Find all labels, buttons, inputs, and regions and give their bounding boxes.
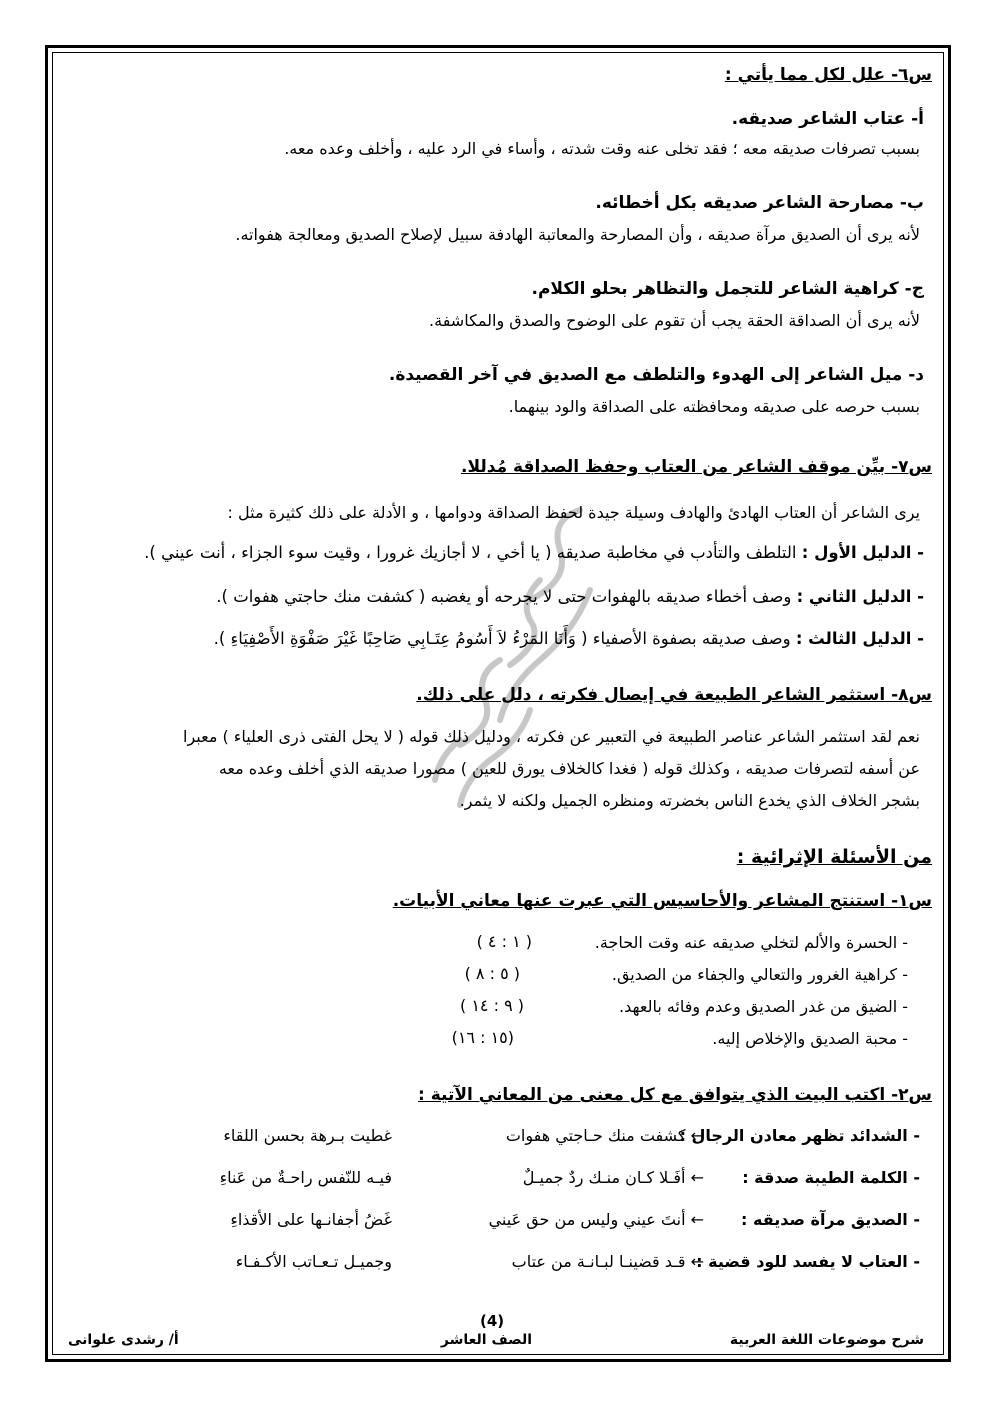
enrichment-q1-item-1: - الحسرة والألم لتخلي صديقه عنه وقت الحاجة. — [594, 933, 908, 952]
q6-title: س٦- علل لكل مما يأتي : — [724, 65, 932, 85]
enrichment-q1-ref-1: ( ١ : ٤ ) — [476, 932, 532, 951]
enrichment-title: من الأسئلة الإثرائية : — [736, 846, 932, 868]
q7-evidence-2-label: - الدليل الثاني : — [796, 587, 924, 606]
enrichment-q2-title: س٢- اكتب البيت الذي يتوافق مع كل معنى من المعاني الآتية : — [418, 1085, 932, 1105]
q2-row-2-first-hemistich: ← أفَـلا كـان منـك ردٌ جميـلٌ — [522, 1168, 704, 1187]
q2-row-1-meaning: - الشدائد تظهر معادن الرجال : — [679, 1126, 920, 1145]
q2-row-2-second-hemistich: فيـه للنّفس راحـةٌ من عَناءِ — [219, 1168, 392, 1187]
enrichment-q1-item-2: - كراهية الغرور والتعالي والجفاء من الصديق. — [611, 965, 908, 984]
q2-row-2-meaning: - الكلمة الطيبة صدقة : — [742, 1168, 920, 1187]
q2-row-3-second-hemistich: غَضُ أجفانـها على الأقذاءِ — [230, 1210, 392, 1229]
enrichment-q2-row — [72, 1126, 932, 1152]
footer-subject: شرح موضوعات اللغة العربية — [729, 1332, 924, 1348]
q7-evidence-3-label: - الدليل الثالث : — [795, 629, 924, 648]
q2-row-4-meaning: - العتاب لا يفسد للود قضية : — [696, 1252, 920, 1271]
page-footer — [60, 1332, 932, 1352]
enrichment-q1-ref-3: ( ٩ : ١٤ ) — [460, 996, 524, 1015]
footer-author: أ/ رشدى علوانى — [68, 1332, 179, 1348]
q6-item-a-label: أ- عتاب الشاعر صديقه. — [731, 109, 924, 129]
q7-evidence-2-text: وصف أخطاء صديقه بالهفوات حتى لا يجرحه أو يغضبه ( كشفت منك حاجتي هفوات ). — [216, 587, 797, 606]
q6-item-d-label: د- ميل الشاعر إلى الهدوء والتلطف مع الصديق في آخر القصيدة. — [388, 365, 924, 385]
q6-item-c-label: ج- كراهية الشاعر للتجمل والتظاهر بحلو الكلام. — [531, 279, 924, 299]
q6-item-b-label: ب- مصارحة الشاعر صديقه بكل أخطائه. — [595, 193, 924, 213]
footer-grade: الصف العاشر — [440, 1332, 532, 1348]
q7-evidence-1-label: - الدليل الأول : — [801, 543, 924, 562]
enrichment-q1-ref-2: ( ٥ : ٨ ) — [464, 964, 520, 983]
q6-item-a-answer: بسبب تصرفات صديقه معه ؛ فقد تخلى عنه وقت شدته ، وأساء في الرد عليه ، وأخلف وعده معه. — [284, 139, 920, 158]
q7-evidence-1-text: التلطف والتأدب في مخاطبة صديقه ( يا أخي ، لا أجازيك غرورا ، وقيت سوء الجزاء ، أنت عيني ). — [144, 543, 802, 562]
q2-row-4-second-hemistich: وجميـل تـعـاتب الأكـفـاء — [235, 1252, 392, 1271]
enrichment-q2-row — [72, 1168, 932, 1194]
q7-evidence-3 — [214, 628, 924, 650]
enrichment-q1-title: س١- استنتج المشاعر والأحاسيس التي عبرت عنها معاني الأبيات. — [392, 891, 932, 911]
enrichment-q2-row — [72, 1210, 932, 1236]
enrichment-q2-row — [72, 1252, 932, 1278]
q2-row-1-first-hemistich: ← كشفت منك حـاجتي هفوات — [505, 1126, 704, 1145]
q7-intro: يرى الشاعر أن العتاب الهادئ والهادف وسيلة جيدة لحفظ الصداقة ودوامها ، و الأدلة على ذلك كثيرة مثل : — [227, 503, 920, 522]
q2-row-1-second-hemistich: غطيت بـرهة بحسن اللقاء — [223, 1126, 392, 1145]
q6-item-c-answer: لأنه يرى أن الصداقة الحقة يجب أن تقوم على الوضوح والصدق والمكاشفة. — [429, 311, 920, 330]
q2-row-4-first-hemistich: ← قـد قضينـا لبـانـة من عتاب — [511, 1252, 704, 1271]
q2-row-3-first-hemistich: ← أنتَ عيني وليس من حق عَيني — [488, 1210, 704, 1229]
enrichment-q1-item-3: - الضيق من غدر الصديق وعدم وفائه بالعهد. — [618, 997, 908, 1016]
q2-row-3-meaning: - الصديق مرآة صديقه : — [741, 1210, 920, 1229]
q8-line-3: بشجر الخلاف الذي يخدع الناس بخضرته ومنظره الجميل ولكنه لا يثمر. — [459, 791, 920, 810]
q8-line-2: عن أسفه لتصرفات صديقه ، وكذلك قوله ( فغدا كالخلاف يورق للعين ) مصورا صديقه الذي أخلف وعده معه — [218, 759, 920, 778]
q8-line-1: نعم لقد استثمر الشاعر عناصر الطبيعة في التعبير عن فكرته ، ودليل ذلك قوله ( لا يحل الفتى ذرى العلياء ) معبرا — [183, 727, 920, 746]
q6-item-d-answer: بسبب حرصه على صديقه ومحافظته على الصداقة والود بينهما. — [508, 397, 920, 416]
q8-title: س٨- استثمر الشاعر الطبيعة في إيصال فكرته ، دلل على ذلك. — [416, 685, 932, 705]
page-number: (4) — [480, 1312, 505, 1330]
q7-title: س٧- بيِّن موقف الشاعر من العتاب وحفظ الصداقة مُدللا. — [461, 457, 932, 477]
q7-evidence-3-text: وصف صديقه بصفوة الأصفياء ( وَأَنَا المَرْءُ لاَ أَسُومُ عِتَـابِي صَاحِبًا غَيْرَ صَفْوَةِ الأَصْفِيَاءِ ). — [213, 629, 796, 648]
page-content — [60, 58, 932, 1308]
enrichment-q1-ref-4: (١٥ : ١٦) — [451, 1028, 514, 1047]
q7-evidence-1 — [144, 542, 924, 564]
enrichment-q1-item-4: - محبة الصديق والإخلاص إليه. — [712, 1029, 908, 1048]
q6-item-b-answer: لأنه يرى أن الصديق مرآة صديقه ، وأن المصارحة والمعاتبة الهادفة سبيل لإصلاح الصديق ومعالجة هفواته. — [235, 225, 920, 244]
q7-evidence-2 — [216, 586, 924, 608]
